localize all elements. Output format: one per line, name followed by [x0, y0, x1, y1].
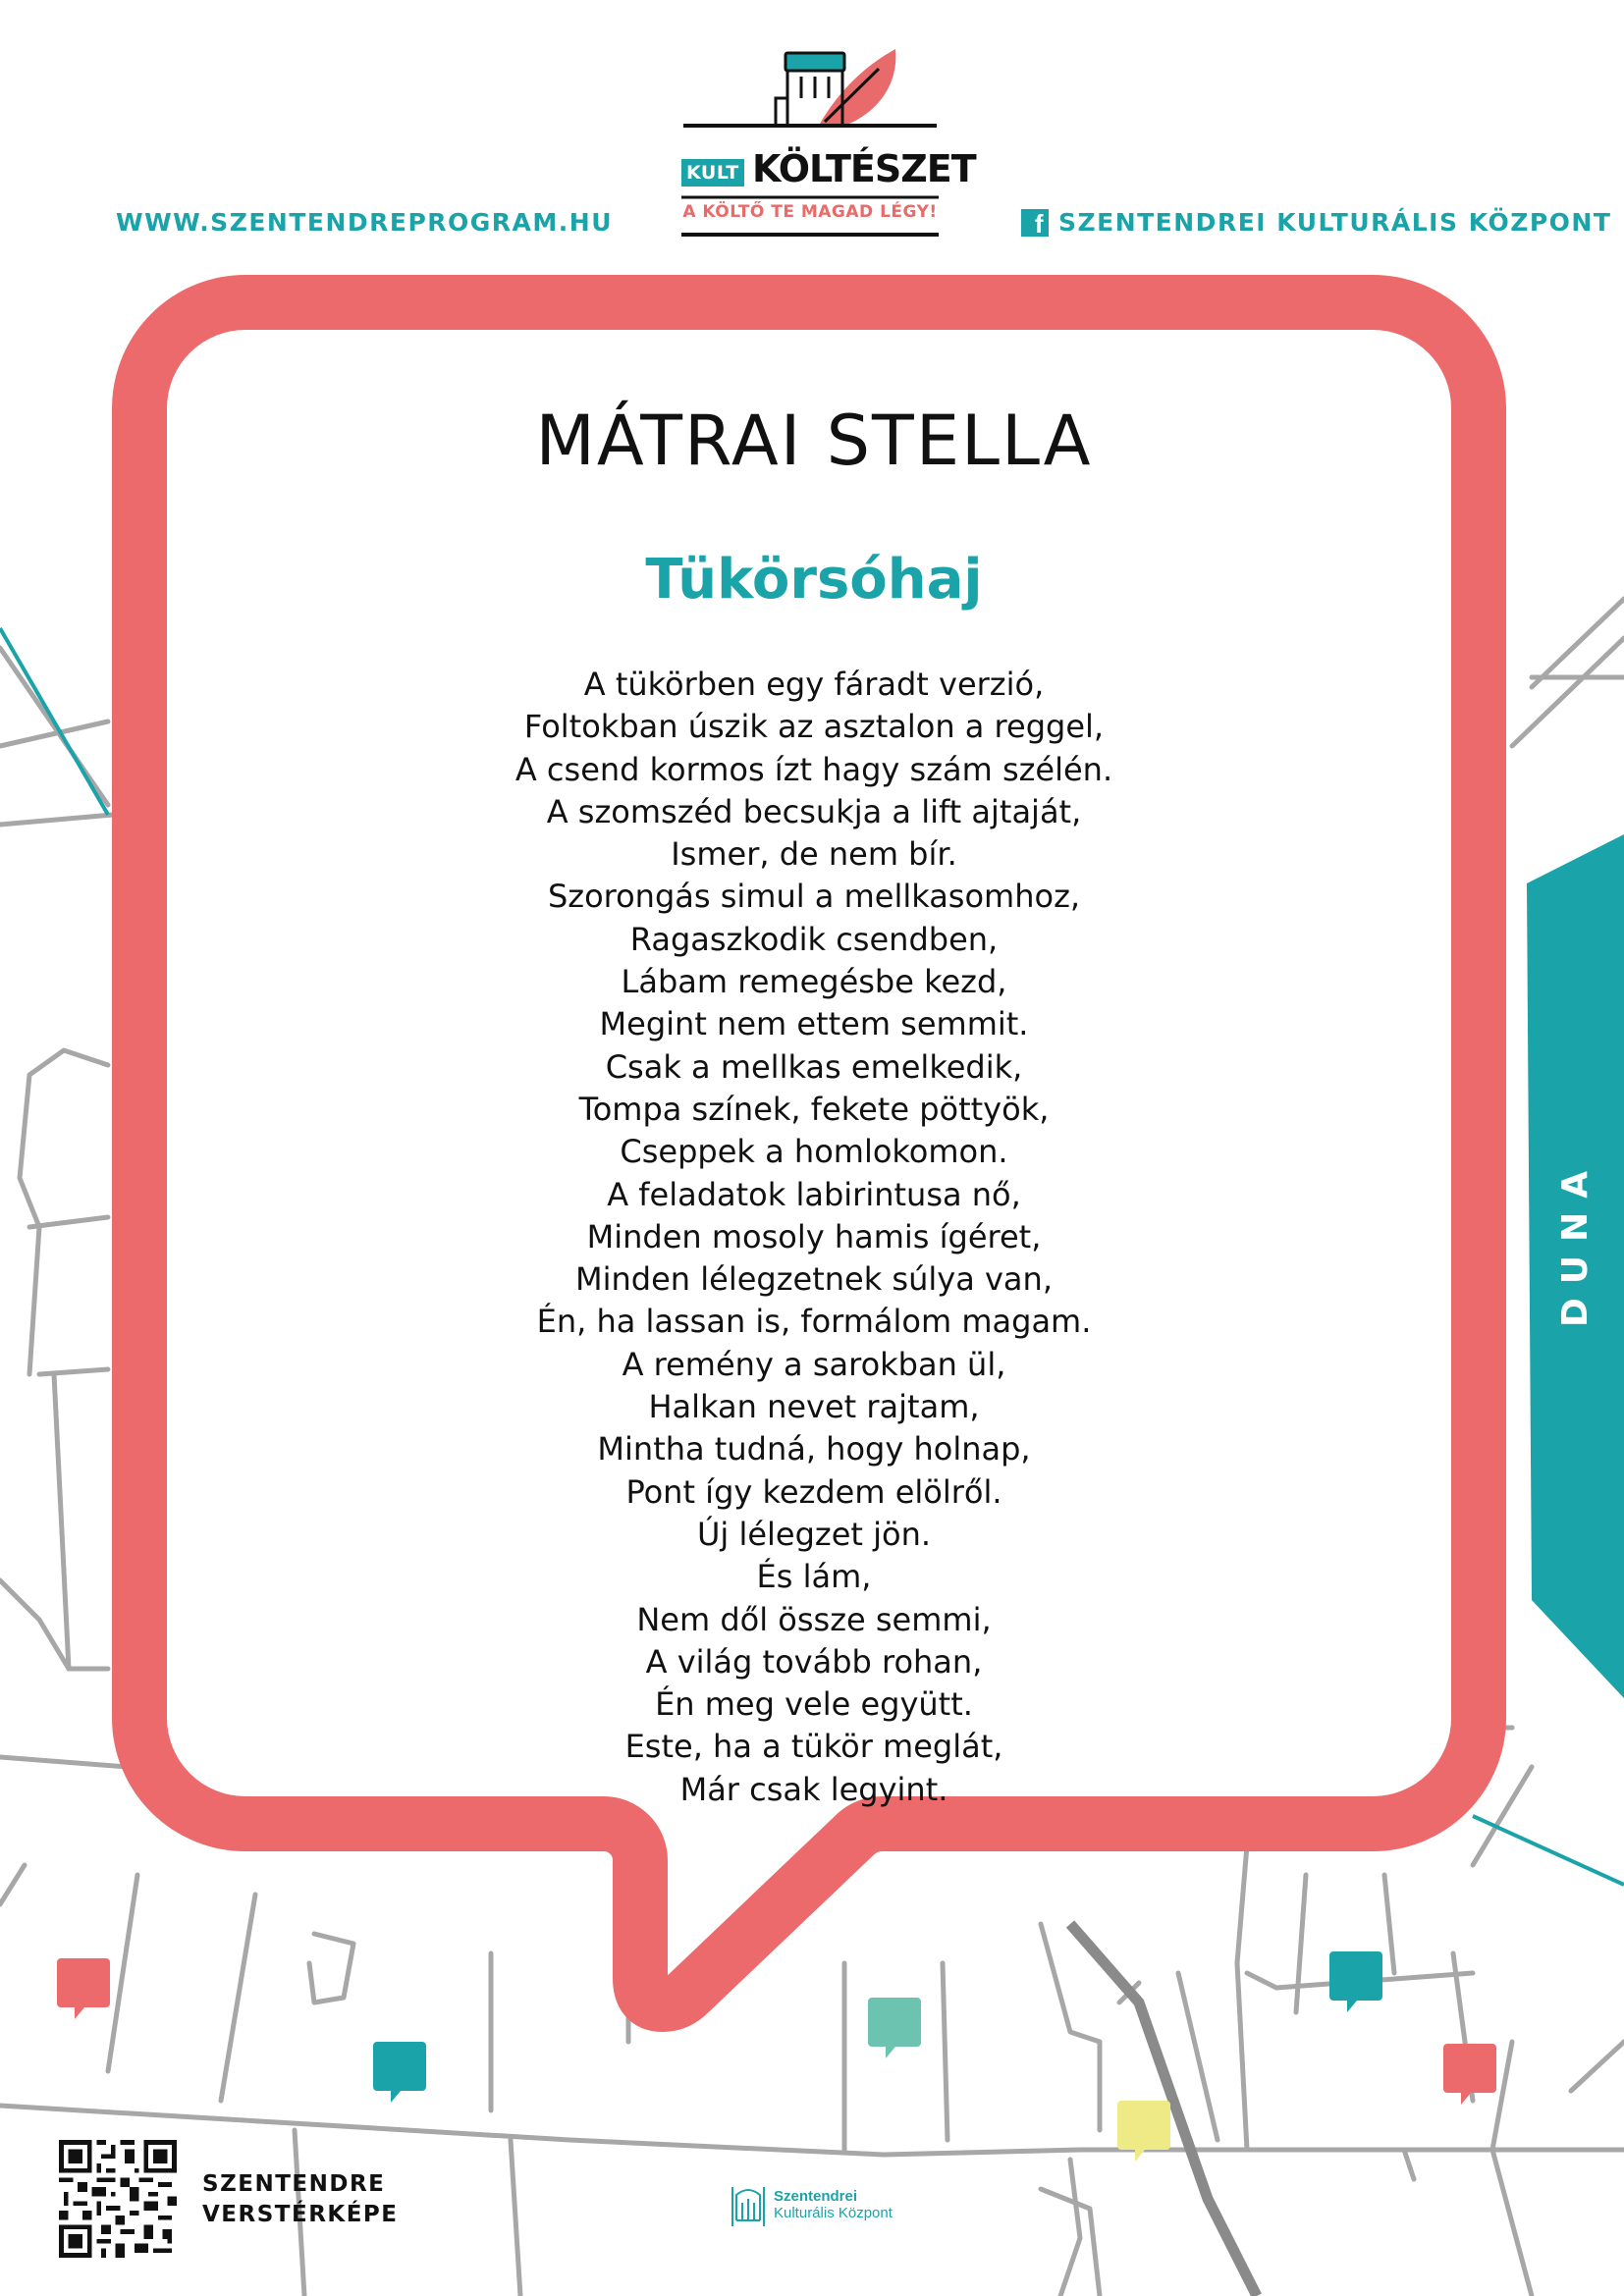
poem-line: A tükörben egy fáradt verzió, — [583, 666, 1045, 703]
poem-line: Cseppek a homlokomon. — [620, 1133, 1008, 1171]
facebook-label: SZENTENDREI KULTURÁLIS KÖZPONT — [1058, 208, 1612, 237]
poem-line: Este, ha a tükör meglát, — [624, 1728, 1003, 1766]
poem-line: És lám, — [756, 1558, 872, 1596]
logo-kult-label: KULT — [681, 159, 744, 187]
logo-tagline: A KÖLTŐ TE MAGAD LÉGY! — [682, 202, 938, 222]
poem-line: Én, ha lassan is, formálom magam. — [536, 1303, 1092, 1341]
qr-code-icon[interactable] — [59, 2140, 177, 2258]
poem-line: Én meg vele együtt. — [655, 1685, 973, 1724]
poem-text — [165, 664, 1463, 1811]
kult-kolteszet-logo — [677, 39, 976, 245]
skk-building-icon — [731, 2181, 766, 2228]
logo-divider-bottom — [677, 232, 943, 238]
poem-line: Foltokban úszik az asztalon a reggel, — [523, 708, 1105, 746]
poem-line: Minden mosoly hamis ígéret, — [586, 1217, 1042, 1255]
poem-line: A remény a sarokban ül, — [622, 1345, 1006, 1383]
poem-line: A szomszéd becsukja a lift ajtaját, — [546, 792, 1082, 830]
poem-line: Ismer, de nem bír. — [671, 835, 957, 874]
house-feather-icon — [677, 39, 943, 162]
poem-line: A feladatok labirintusa nő, — [607, 1175, 1021, 1213]
website-url-link[interactable]: WWW.SZENTENDREPROGRAM.HU — [116, 208, 613, 237]
logo-divider — [677, 194, 943, 200]
facebook-link[interactable] — [1021, 208, 1611, 237]
poem-line: Csak a mellkas emelkedik, — [605, 1047, 1023, 1086]
poem-author: MÁTRAI STELLA — [535, 400, 1093, 481]
river-label-text: DUNA — [1555, 1156, 1597, 1327]
poem-line: Halkan nevet rajtam, — [648, 1388, 980, 1426]
skk-line-2: Kulturális Központ — [774, 2205, 893, 2221]
verster-line-1: SZENTENDRE — [202, 2171, 386, 2197]
logo-title: KÖLTÉSZET — [752, 147, 976, 190]
skk-line-1: Szentendrei — [774, 2188, 858, 2205]
poem-line: A világ tovább rohan, — [645, 1642, 983, 1681]
poem-line: Nem dől össze semmi, — [636, 1600, 992, 1638]
poem-line: A csend kormos ízt hagy szám szélén. — [514, 750, 1113, 788]
facebook-icon: f — [1021, 209, 1049, 237]
poem-line: Minden lélegzetnek súlya van, — [575, 1260, 1053, 1299]
poem-title: Tükörsóhaj — [645, 548, 983, 612]
verster-line-2: VERSTÉRKÉPE — [202, 2202, 399, 2227]
verster-label — [202, 2169, 399, 2230]
poem-line: Mintha tudná, hogy holnap, — [597, 1430, 1031, 1468]
poem-line: Szorongás simul a mellkasomhoz, — [547, 878, 1081, 916]
poem-line: Új lélegzet jön. — [696, 1515, 932, 1553]
poem-line: Megint nem ettem semmit. — [599, 1005, 1029, 1043]
poem-line: Lábam remegésbe kezd, — [621, 963, 1007, 1001]
poem-line: Pont így kezdem elölről. — [625, 1472, 1002, 1511]
map-markers — [57, 1951, 1496, 2162]
poem-line: Ragaszkodik csendben, — [629, 920, 999, 958]
river-label — [1527, 1114, 1624, 1369]
poem-line: Tompa színek, fekete pöttyök, — [578, 1090, 1050, 1128]
skk-logo — [731, 2181, 893, 2228]
poem-line: Már csak legyint. — [679, 1770, 948, 1808]
